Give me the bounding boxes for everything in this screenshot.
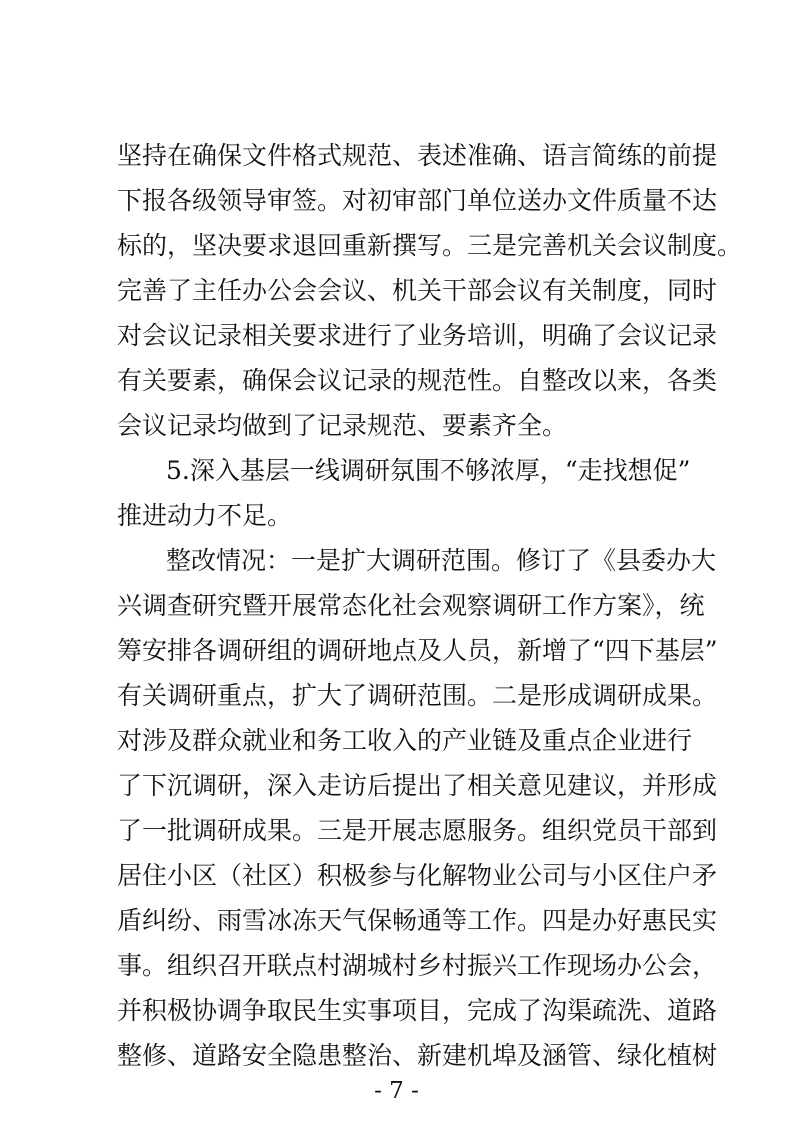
text-line: 兴调查研究暨开展常态化社会观察调研工作方案》，统: [117, 591, 705, 620]
text-line: 有关调研重点，扩大了调研范围。二是形成调研成果。: [117, 681, 718, 710]
text-line: 筹安排各调研组的调研地点及人员，新增了“四下基层”: [117, 636, 718, 665]
text-line: 并积极协调争取民生实事项目，完成了沟渠疏洗、道路: [117, 996, 718, 1025]
text-line: 居住小区（社区）积极参与化解物业公司与小区住户矛: [117, 861, 718, 890]
heading-line: 5.深入基层一线调研氛围不够浓厚，“走找想促”: [166, 456, 691, 485]
text-line: 对涉及群众就业和务工收入的产业链及重点企业进行: [117, 726, 693, 755]
text-line: 整改情况：一是扩大调研范围。修订了《县委办大: [166, 546, 717, 575]
text-line: 了一批调研成果。三是开展志愿服务。组织党员干部到: [117, 816, 718, 845]
text-line: 了下沉调研，深入走访后提出了相关意见建议，并形成: [117, 771, 718, 800]
heading-line: 推进动力不足。: [117, 501, 293, 530]
text-line: 完善了主任办公会会议、机关干部会议有关制度，同时: [117, 276, 718, 305]
text-line: 坚持在确保文件格式规范、表述准确、语言简练的前提: [117, 141, 718, 170]
text-line: 事。组织召开联点村湖城村乡村振兴工作现场办公会，: [117, 951, 718, 980]
text-line: 标的，坚决要求退回重新撰写。三是完善机关会议制度。: [117, 231, 743, 260]
text-line: 会议记录均做到了记录规范、要素齐全。: [117, 411, 568, 440]
text-line: 下报各级领导审签。对初审部门单位送办文件质量不达: [117, 186, 718, 215]
text-line: 对会议记录相关要求进行了业务培训，明确了会议记录: [117, 321, 718, 350]
text-line: 整修、道路安全隐患整治、新建机埠及涵管、绿化植树: [117, 1041, 718, 1070]
page-number: - 7 -: [374, 1078, 419, 1104]
text-line: 有关要素，确保会议记录的规范性。自整改以来，各类: [117, 366, 718, 395]
text-line: 盾纠纷、雨雪冰冻天气保畅通等工作。四是办好惠民实: [117, 906, 718, 935]
